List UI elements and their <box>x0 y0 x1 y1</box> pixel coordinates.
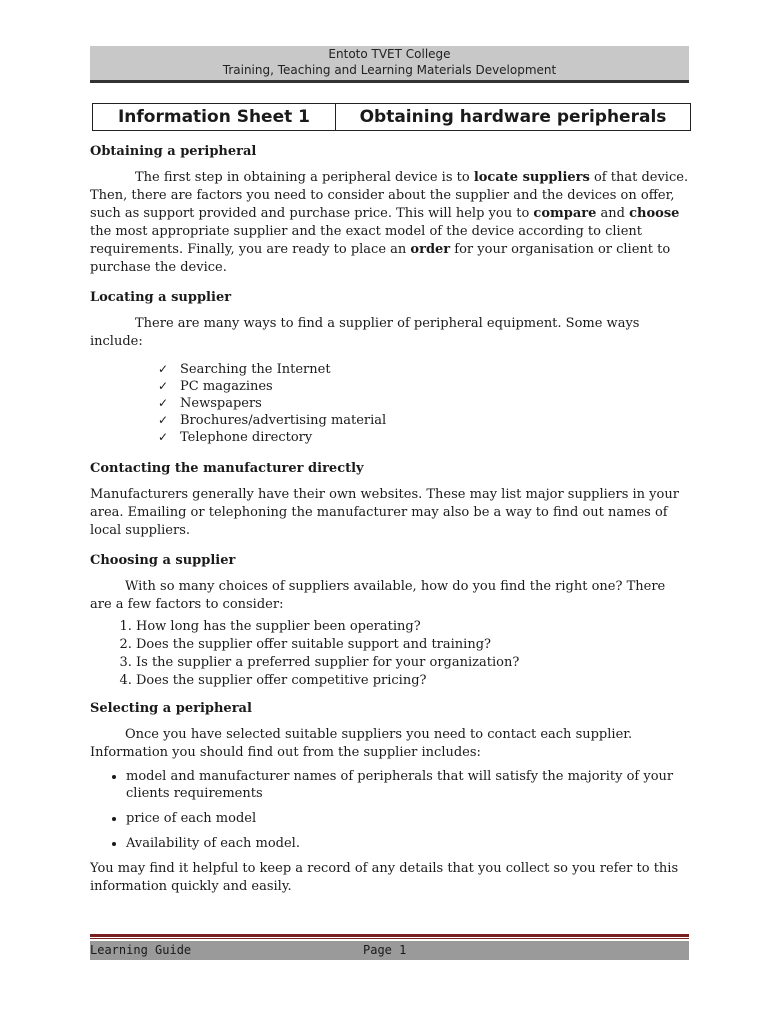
sheet-number: Information Sheet 1 <box>93 104 336 130</box>
list-item: • price of each model <box>126 810 690 827</box>
check-icon: ✓ <box>158 430 169 444</box>
paragraph: Manufacturers generally have their own websites. These may list major suppliers in your area. Emailing or telephoning the manufacturer may also be a way to find out names of local suppliers. <box>90 487 679 538</box>
list-item: 4. Does the supplier offer competitive pricing? <box>136 672 690 690</box>
section-heading: Selecting a peripheral <box>90 701 252 716</box>
text: and <box>596 206 630 221</box>
sheet-title: Obtaining hardware peripherals <box>359 107 667 127</box>
list-item: ✓ PC magazines <box>158 379 273 394</box>
list-item: ✓ Telephone directory <box>158 430 313 445</box>
numbered-list <box>90 618 690 690</box>
text: for your organisation or client to purchase the device. <box>90 242 671 275</box>
check-icon: ✓ <box>158 396 169 410</box>
paragraph: You may find it helpful to keep a record of any details that you collect so you refer to this information quickly and easily. <box>90 861 679 894</box>
document-body <box>90 143 690 904</box>
bold-text: locate suppliers <box>473 170 590 185</box>
list-item: 3. Is the supplier a preferred supplier for your organization? <box>136 654 690 672</box>
paragraph: Once you have selected suitable suppliers you need to contact each supplier. Information you should find out from the supplier includes: <box>90 727 633 760</box>
list-item: ✓ Brochures/advertising material <box>158 413 387 428</box>
header-department: Training, Teaching and Learning Materials Development <box>222 63 557 77</box>
text: of that device. Then, there are factors you need to consider about the supplier and the devices on offer, such as support provided and purchase price. This will help you to <box>90 170 689 221</box>
header-college: Entoto TVET College <box>328 47 451 61</box>
section-heading: Locating a supplier <box>90 290 232 305</box>
page-footer <box>90 941 689 960</box>
footer-rule <box>90 934 689 937</box>
list-item: • model and manufacturer names of peripherals that will satisfy the majority of your clients requirements <box>126 768 690 802</box>
check-icon: ✓ <box>158 362 169 376</box>
section-heading: Choosing a supplier <box>90 553 236 568</box>
bold-text: compare <box>533 206 597 221</box>
page-number: Page 1 <box>363 943 407 957</box>
list-item: ✓ Newspapers <box>158 396 262 411</box>
footer-rule-thin <box>90 938 689 939</box>
paragraph: With so many choices of suppliers available, how do you find the right one? There are a few factors to consider: <box>90 579 666 612</box>
footer-guide: Learning Guide <box>90 943 192 957</box>
paragraph <box>90 169 690 277</box>
section-heading: Obtaining a peripheral <box>90 144 257 159</box>
checklist <box>158 361 690 446</box>
title-table <box>92 103 691 131</box>
text: the most appropriate supplier and the exact model of the device according to client requirements. Finally, you are ready to place an <box>90 224 642 257</box>
list-item: ✓ Searching the Internet <box>158 362 331 377</box>
list-item: 2. Does the supplier offer suitable support and training? <box>136 636 690 654</box>
bold-text: choose <box>629 206 680 221</box>
page-header <box>90 46 689 83</box>
bold-text: order <box>410 242 451 257</box>
bullet-list <box>90 768 690 852</box>
section-heading: Contacting the manufacturer directly <box>90 461 364 476</box>
list-item: • Availability of each model. <box>126 835 690 852</box>
check-icon: ✓ <box>158 413 169 427</box>
check-icon: ✓ <box>158 379 169 393</box>
paragraph: There are many ways to find a supplier of peripheral equipment. Some ways include: <box>90 316 640 349</box>
text: The first step in obtaining a peripheral device is to <box>135 170 474 185</box>
list-item: 1. How long has the supplier been operating? <box>136 618 690 636</box>
